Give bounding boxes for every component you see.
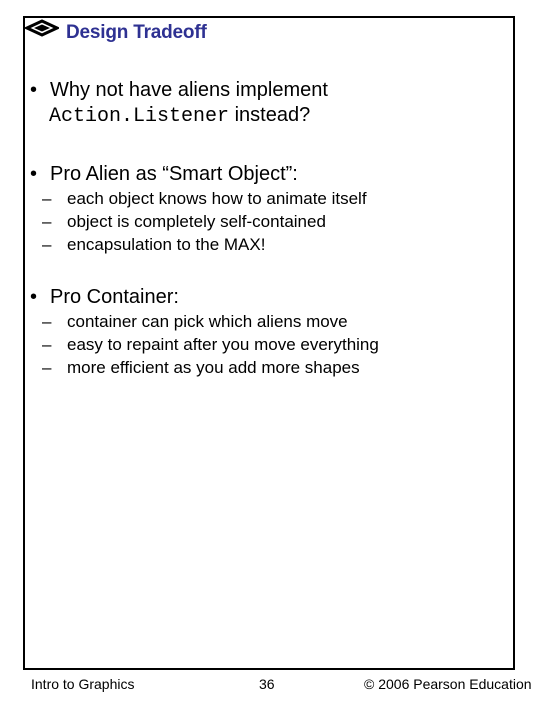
slide-title: Design Tradeoff: [66, 22, 207, 43]
bullet-symbol: •: [30, 163, 38, 185]
sub-bullet-text: more efficient as you add more shapes: [67, 358, 360, 377]
sub-bullet-text: each object knows how to animate itself: [67, 189, 367, 208]
sub-bullet-text: easy to repaint after you move everything: [67, 335, 379, 354]
sub-bullet-text: object is completely self-contained: [67, 212, 326, 231]
bullet-continuation: [49, 103, 310, 129]
bullet-text: Why not have aliens implement: [50, 79, 328, 101]
bullet-symbol: •: [30, 79, 38, 101]
bullet-text: Pro Alien as “Smart Object”:: [50, 163, 298, 185]
sub-bullet-text: encapsulation to the MAX!: [67, 235, 266, 254]
bullet-continuation-text: instead?: [229, 104, 311, 126]
bullet-item-2: [30, 162, 298, 186]
sub-bullet-list: [42, 187, 367, 256]
footer-copyright: © 2006 Pearson Education: [364, 676, 532, 692]
sub-bullet-item: [42, 187, 367, 210]
bullet-item-1: [30, 78, 328, 128]
bullet-text: Pro Container:: [50, 286, 179, 308]
sub-bullet-list: [42, 310, 379, 379]
bullet-item-3: [30, 285, 179, 309]
sub-bullet-item: [42, 310, 379, 333]
dash-symbol: –: [42, 212, 52, 231]
bullet-symbol: •: [30, 286, 38, 308]
dash-symbol: –: [42, 189, 52, 208]
dash-symbol: –: [42, 235, 52, 254]
dash-symbol: –: [42, 335, 52, 354]
dash-symbol: –: [42, 312, 52, 331]
sub-bullet-item: [42, 356, 379, 379]
page-number: 36: [259, 676, 275, 692]
diamond-logo-icon: [25, 19, 59, 37]
sub-bullet-item: [42, 233, 367, 256]
sub-bullet-item: [42, 333, 379, 356]
footer-course-title: Intro to Graphics: [31, 676, 135, 692]
dash-symbol: –: [42, 358, 52, 377]
sub-bullet-item: [42, 210, 367, 233]
code-text: Action.Listener: [49, 105, 230, 128]
sub-bullet-text: container can pick which aliens move: [67, 312, 348, 331]
